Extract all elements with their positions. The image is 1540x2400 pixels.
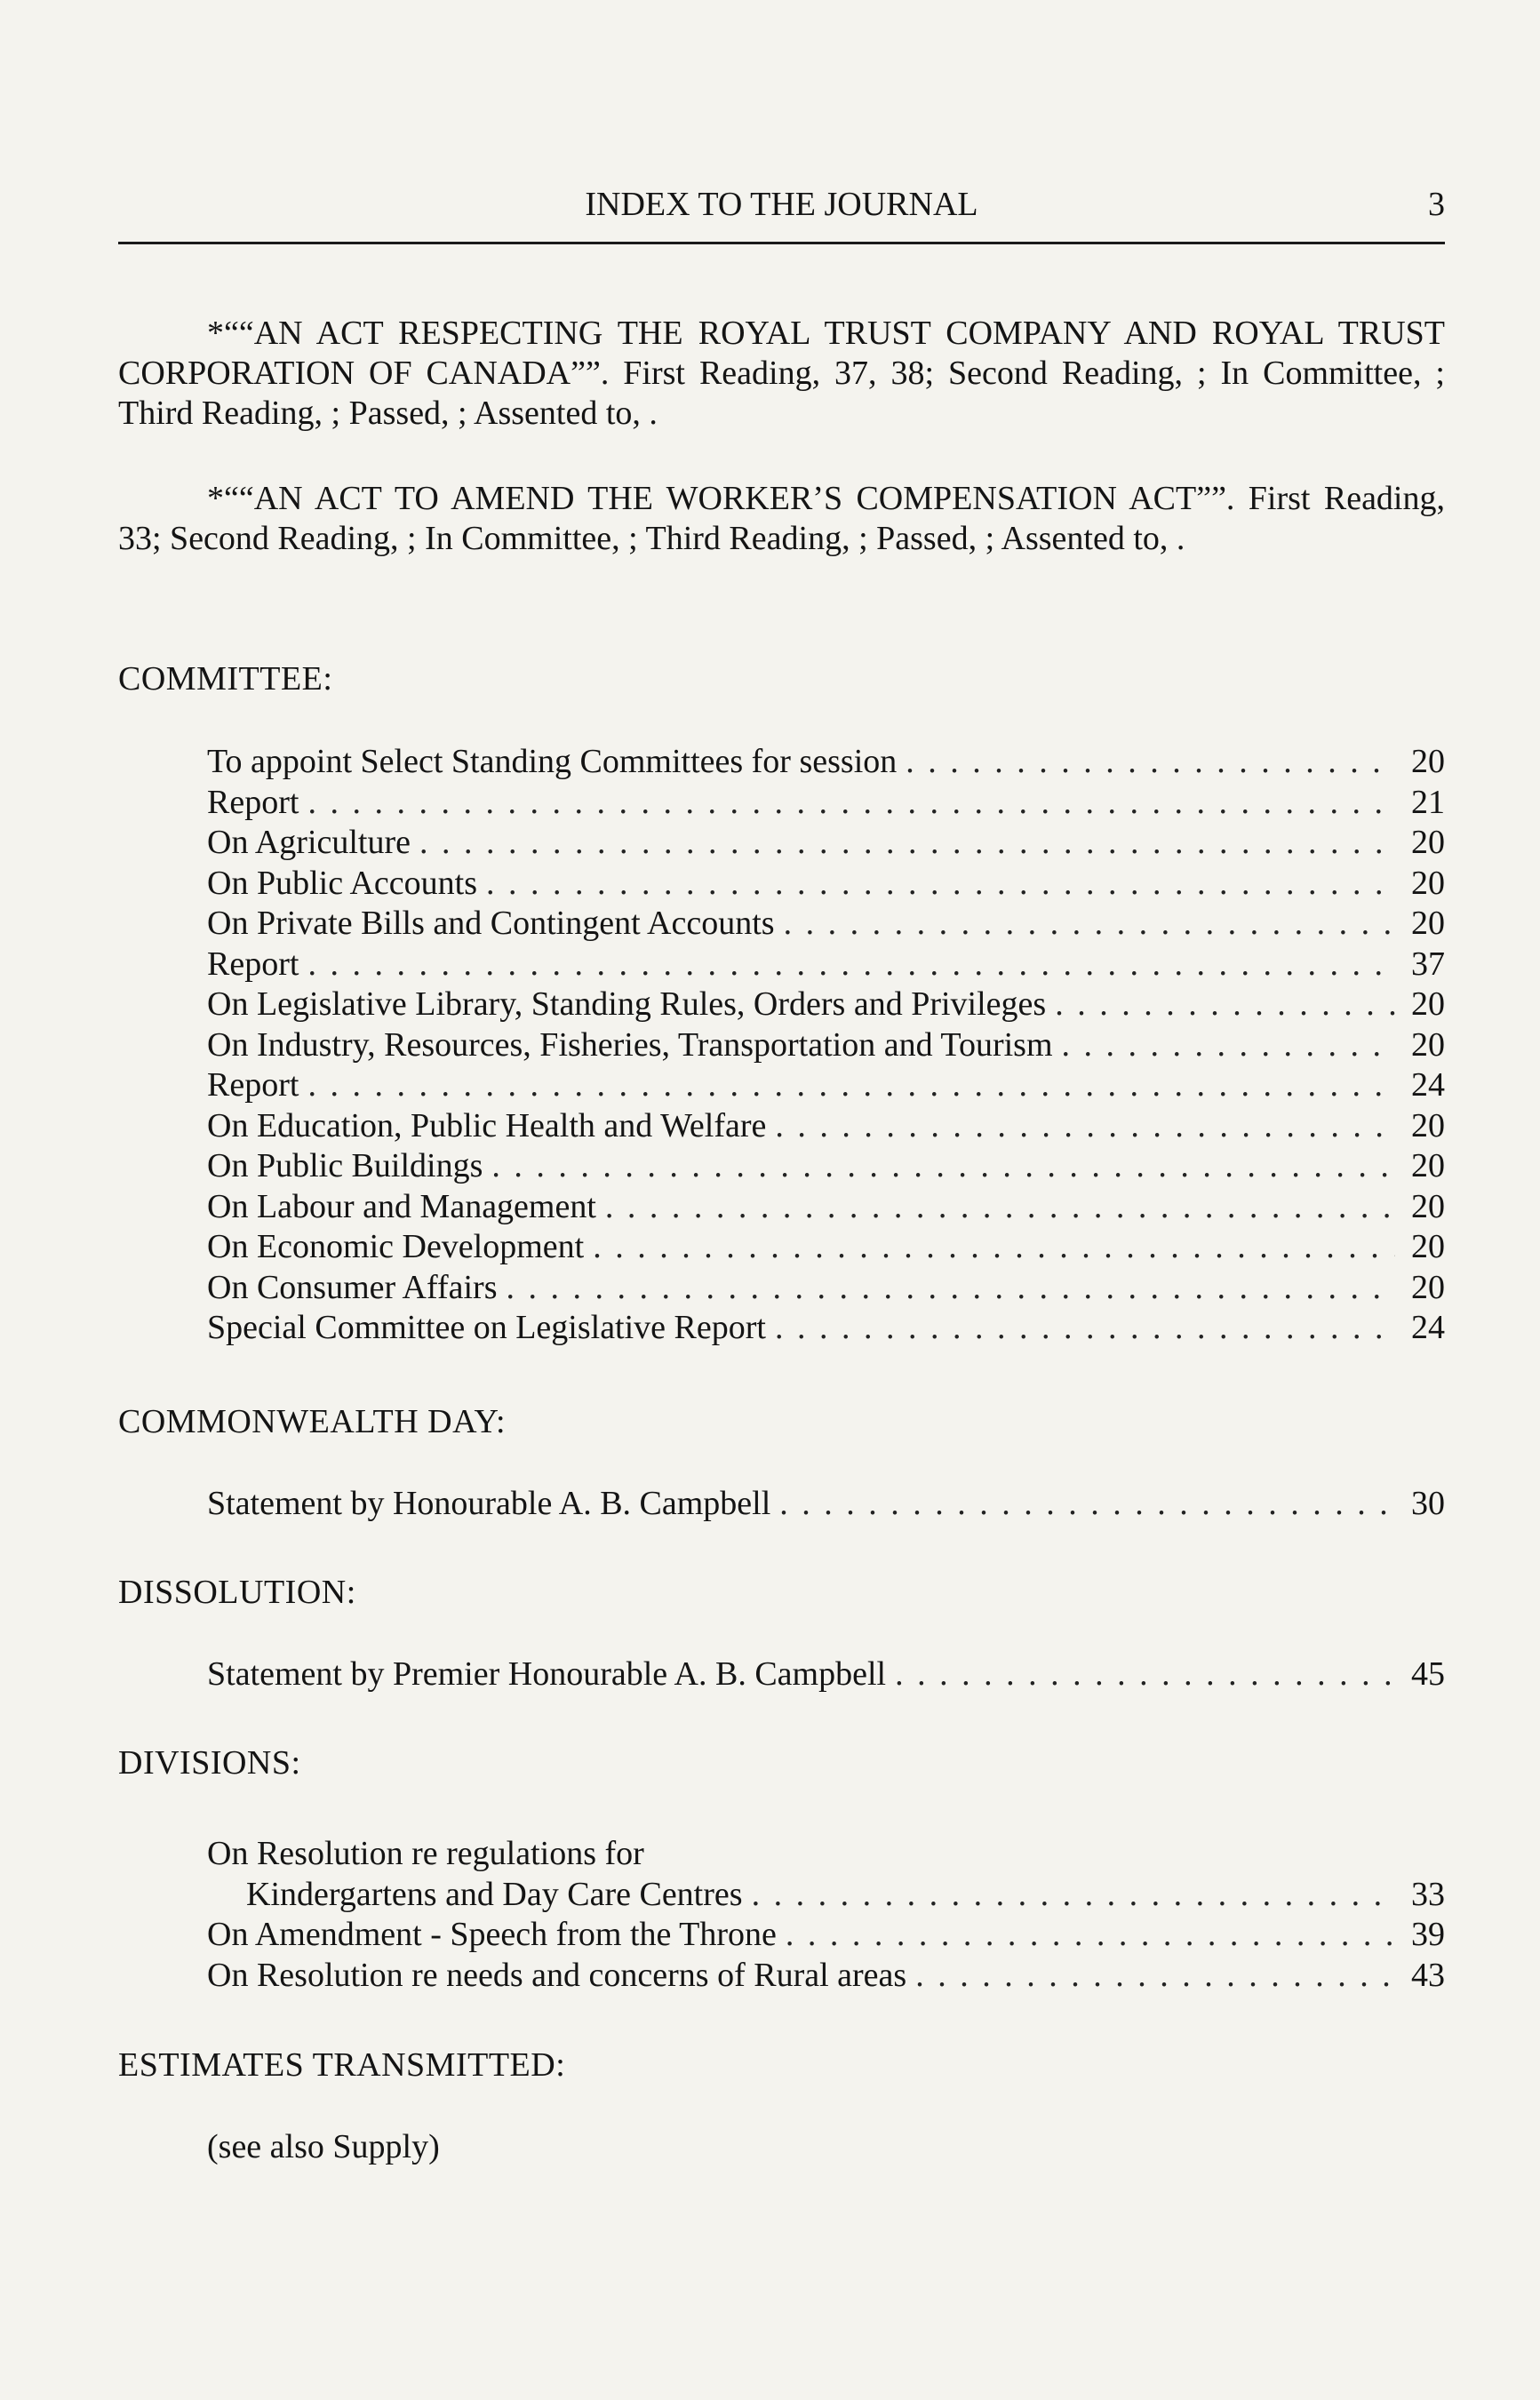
header-rule [118,242,1445,244]
commonwealth-day-entries [207,1484,1445,1525]
dot-leader [307,945,1395,985]
entry-label: Report [207,1066,299,1104]
index-entry [207,1484,1445,1525]
index-entry [207,1834,1445,1875]
entry-label: On Amendment - Speech from the Throne [207,1916,777,1953]
entry-label: On Industry, Resources, Fisheries, Transportation and Tourism [207,1025,1053,1064]
index-entry-continuation [207,1875,1445,1916]
entry-label: Report [207,945,299,983]
divisions-entries [207,1834,1445,1996]
entry-label: On Labour and Management [207,1187,596,1225]
section-heading-estimates: ESTIMATES TRANSMITTED: [118,2046,566,2084]
dot-leader [775,1308,1395,1349]
dot-leader [605,1187,1395,1228]
entry-page-number: 30 [1411,1485,1445,1522]
index-entry [207,864,1445,905]
dot-leader [1062,1025,1395,1066]
entry-label: On Public Accounts [207,864,477,902]
index-entry [207,1654,1445,1695]
section-heading-commonwealth-day: COMMONWEALTH DAY: [118,1403,507,1440]
index-entry [207,904,1445,945]
section-heading-dissolution: DISSOLUTION: [118,1574,356,1611]
dot-leader [895,1654,1395,1695]
dot-leader [491,1146,1395,1187]
entry-label: On Agriculture [207,824,411,861]
index-entry [207,1187,1445,1228]
entry-page-number: 20 [1411,864,1445,902]
dot-leader [307,1065,1395,1106]
index-entry [207,742,1445,783]
dot-leader [486,864,1395,905]
entry-page-number: 20 [1411,1106,1445,1144]
committee-entries [207,742,1445,1349]
index-entry [207,1915,1445,1956]
entry-page-number: 20 [1411,1228,1445,1265]
dot-leader [307,783,1395,824]
entry-page-number: 20 [1411,1147,1445,1184]
index-entry [207,985,1445,1025]
page-header [118,181,1445,227]
entry-label: On Legislative Library, Standing Rules, Orders and Privileges [207,985,1047,1023]
entry-page-number: 24 [1411,1309,1445,1346]
entry-page-number: 45 [1411,1655,1445,1693]
index-entry [207,1146,1445,1187]
index-entry [207,1227,1445,1268]
entry-page-number: 20 [1411,824,1445,861]
entry-page-number: 20 [1411,743,1445,780]
dot-leader [1055,985,1395,1025]
dot-leader [752,1875,1395,1916]
entry-page-number: 43 [1411,1956,1445,1994]
dot-leader [779,1484,1395,1525]
dot-leader [775,1106,1395,1147]
entry-label: Kindergartens and Day Care Centres [246,1875,743,1913]
index-entry [207,1268,1445,1309]
entry-label: On Resolution re needs and concerns of Rural areas [207,1956,907,1994]
act-entry-royal-trust: *““AN ACT RESPECTING THE ROYAL TRUST COMPANY AND ROYAL TRUST CORPORATION OF CANADA””. First Reading, 37, 38; Second Reading, ; In Committee, ; Third Reading, ; Passed, ; Assented to, . [118,315,1445,432]
act-entry-workers-compensation: *““AN ACT TO AMEND THE WORKER’S COMPENSATION ACT””. First Reading, 33; Second Reading, ; In Committee, ; Third Reading, ; Passed, ; Assented to, . [118,480,1445,557]
section-heading-divisions: DIVISIONS: [118,1744,301,1782]
entry-page-number: 21 [1411,783,1445,821]
entry-label: Report [207,783,299,821]
entry-label: On Education, Public Health and Welfare [207,1106,767,1144]
entry-page-number: 37 [1411,945,1445,983]
index-entry [207,1956,1445,1997]
section-heading-committee: COMMITTEE: [118,660,333,698]
entry-label: Special Committee on Legislative Report [207,1309,766,1346]
dot-leader [784,904,1395,945]
entry-page-number: 33 [1411,1875,1445,1913]
index-entry [207,1308,1445,1349]
index-entry [207,823,1445,864]
entry-page-number: 20 [1411,1268,1445,1306]
entry-label: Statement by Honourable A. B. Campbell [207,1485,771,1522]
entry-page-number: 39 [1411,1916,1445,1953]
entry-page-number: 20 [1411,1187,1445,1225]
dot-leader [507,1268,1396,1309]
index-entry [207,783,1445,824]
dot-leader [419,823,1395,864]
page-number: 3 [1428,186,1445,223]
index-entry [207,1106,1445,1147]
index-entry [207,1025,1445,1066]
entry-label: On Economic Development [207,1228,585,1265]
index-entry [207,945,1445,985]
entry-label: On Private Bills and Contingent Accounts [207,905,775,942]
see-also-note: (see also Supply) [207,2128,440,2165]
dot-leader [906,742,1395,783]
entry-label: To appoint Select Standing Committees for session [207,743,898,780]
entry-page-number: 24 [1411,1066,1445,1104]
entry-label: On Consumer Affairs [207,1268,498,1306]
dissolution-entries [207,1654,1445,1695]
entry-page-number: 20 [1411,985,1445,1023]
dot-leader [915,1956,1395,1997]
entry-label: On Resolution re regulations for [207,1835,644,1872]
entry-page-number: 20 [1411,905,1445,942]
entry-label: On Public Buildings [207,1147,483,1184]
index-entry [207,1065,1445,1106]
page-title: INDEX TO THE JOURNAL [585,186,978,223]
entry-label: Statement by Premier Honourable A. B. Campbell [207,1655,887,1693]
entry-page-number: 20 [1411,1025,1445,1064]
dot-leader [593,1227,1395,1268]
dot-leader [786,1915,1395,1956]
